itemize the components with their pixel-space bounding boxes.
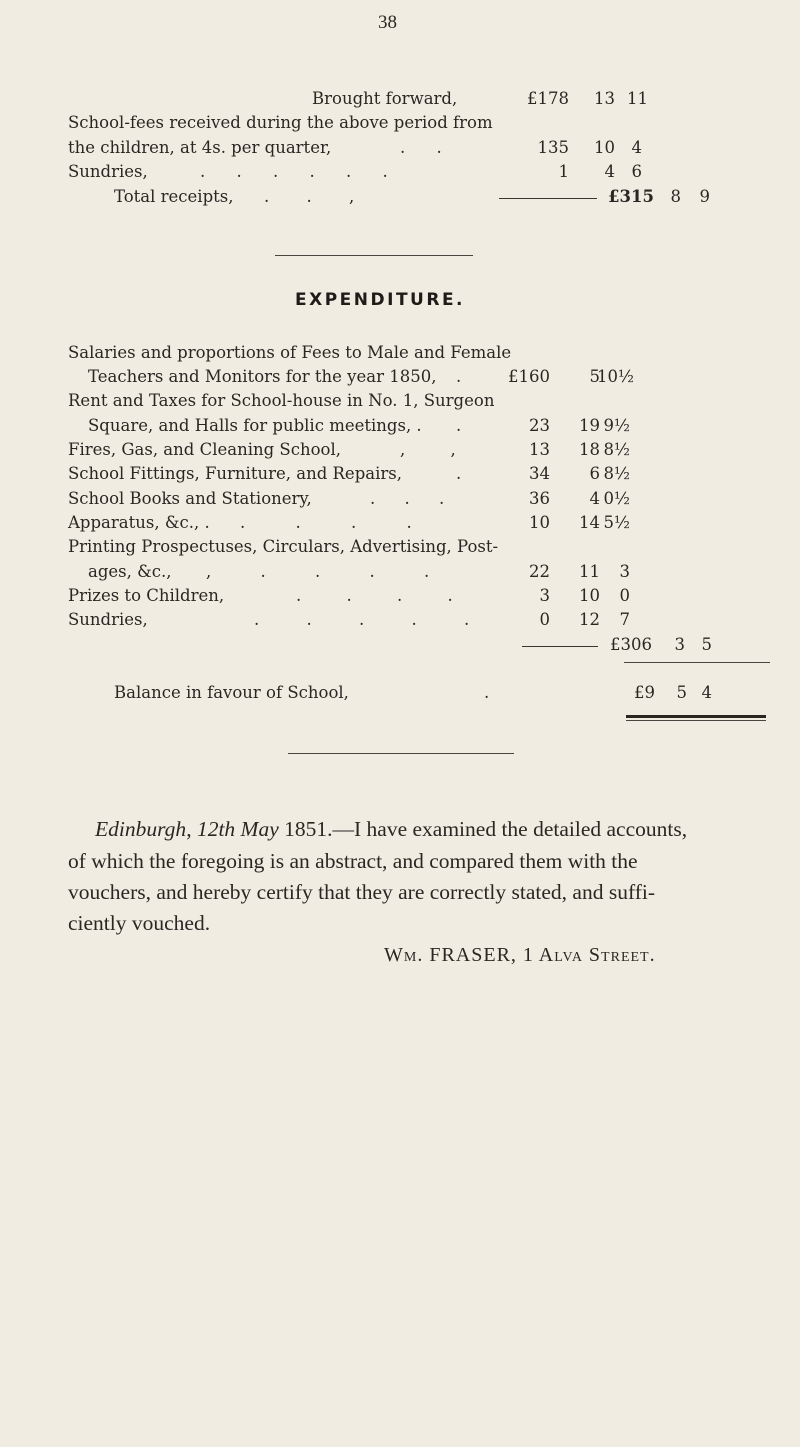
expenditure-item-pence: 0½	[603, 489, 630, 508]
expenditure-total-pence: 5	[701, 635, 712, 654]
expenditure-item-pence: 5½	[603, 513, 630, 532]
expenditure-item-dots: .	[456, 367, 462, 386]
expenditure-item-dots: . . . . .	[254, 610, 470, 629]
school-fees-label-line2: the children, at 4s. per quarter,	[68, 138, 332, 157]
brought-forward-pounds: £178	[527, 89, 569, 108]
expenditure-item-line1: Salaries and proportions of Fees to Male and Female	[68, 343, 512, 362]
expenditure-item-pounds: 34	[529, 464, 550, 483]
balance-dots: .	[484, 683, 490, 702]
expenditure-item-pence: 8½	[603, 440, 630, 459]
school-fees-label-line1: School-fees received during the above period from	[68, 113, 493, 132]
expenditure-item-shillings: 19	[579, 416, 600, 435]
sundries-pence: 6	[631, 162, 642, 181]
expenditure-item-line2: Teachers and Monitors for the year 1850,	[88, 367, 437, 386]
expenditure-item-line2: Square, and Halls for public meetings, .	[88, 416, 422, 435]
total-receipts-shillings: 8	[670, 187, 681, 206]
expenditure-total-shillings: 3	[674, 635, 685, 654]
expenditure-item-pounds: 3	[539, 586, 550, 605]
expenditure-item-dots: .	[456, 464, 462, 483]
balance-double-rule	[626, 715, 766, 718]
school-fees-shillings: 10	[594, 138, 615, 157]
expenditure-total-pounds: £306	[610, 635, 652, 654]
expenditure-item-line1: Fires, Gas, and Cleaning School,	[68, 440, 341, 459]
total-receipts-dots: . . ,	[264, 187, 355, 206]
page-number: 38	[378, 12, 397, 33]
expenditure-item-dots: , . . . .	[206, 562, 430, 581]
expenditure-item-shillings: 11	[579, 562, 600, 581]
expenditure-item-shillings: 18	[579, 440, 600, 459]
certificate-place: Edinburgh	[95, 817, 187, 841]
total-receipts-label: Total receipts,	[114, 187, 234, 206]
balance-label: Balance in favour of School,	[114, 683, 349, 702]
expenditure-item-line1: Rent and Taxes for School-house in No. 1, Surgeon	[68, 391, 495, 410]
balance-double-rule-lower	[626, 720, 766, 721]
certificate-signatory: Wm. FRASER, 1 Alva Street.	[384, 944, 656, 966]
expenditure-item-pounds: 23	[529, 416, 550, 435]
school-fees-pence: 4	[631, 138, 642, 157]
expenditure-item-pounds: £160	[508, 367, 550, 386]
total-receipts-pence: 9	[699, 187, 710, 206]
expenditure-item-pounds: 22	[529, 562, 550, 581]
expenditure-item-line1: School Fittings, Furniture, and Repairs,	[68, 464, 402, 483]
expenditure-item-shillings: 6	[589, 464, 600, 483]
balance-shillings: 5	[676, 683, 687, 702]
brought-forward-shillings: 13	[594, 89, 615, 108]
sundries-label: Sundries,	[68, 162, 148, 181]
brought-forward-label: Brought forward,	[312, 89, 458, 108]
expenditure-item-line1: Prizes to Children,	[68, 586, 225, 605]
balance-pounds: £9	[634, 683, 655, 702]
expenditure-item-shillings: 12	[579, 610, 600, 629]
expenditure-item-dots: .	[456, 416, 462, 435]
total-receipts-pounds: £315	[608, 187, 654, 206]
expenditure-item-dots: . . . .	[240, 513, 412, 532]
certificate-divider	[288, 753, 514, 754]
expenditure-item-shillings: 14	[579, 513, 600, 532]
expenditure-heading: EXPENDITURE.	[295, 290, 466, 310]
section-divider	[275, 255, 473, 256]
certificate-line4: ciently vouched.	[68, 911, 211, 935]
balance-pence: 4	[701, 683, 712, 702]
certificate-line1-text: 1851.—I have examined the detailed accounts,	[278, 817, 688, 841]
expenditure-item-pence: 3	[619, 562, 630, 581]
sundries-dots: . . . . . .	[200, 162, 388, 181]
expenditure-item-line1: Printing Prospectuses, Circulars, Advertising, Post-	[68, 537, 499, 556]
balance-divider	[624, 662, 770, 663]
expenditure-item-pence: 9½	[603, 416, 630, 435]
expenditure-item-line1: Apparatus, &c., .	[68, 513, 210, 532]
sundries-shillings: 4	[604, 162, 615, 181]
certificate-line1: Edinburgh, 12th May 1851.—I have examined the detailed accounts,	[95, 817, 688, 841]
certificate-date: 12th May	[196, 817, 279, 841]
expenditure-item-dots: . . . .	[296, 586, 453, 605]
expenditure-item-line1: School Books and Stationery,	[68, 489, 312, 508]
expenditure-item-pounds: 13	[529, 440, 550, 459]
school-fees-pounds: 135	[537, 138, 569, 157]
total-receipts-dash	[499, 198, 597, 199]
expenditure-item-pence: 0	[619, 586, 630, 605]
expenditure-item-shillings: 4	[589, 489, 600, 508]
sundries-pounds: 1	[558, 162, 569, 181]
expenditure-item-pounds: 0	[539, 610, 550, 629]
expenditure-item-shillings: 5	[589, 367, 600, 386]
expenditure-item-shillings: 10	[579, 586, 600, 605]
expenditure-item-dots: , ,	[400, 440, 456, 459]
expenditure-item-pence: 8½	[603, 464, 630, 483]
expenditure-item-pounds: 36	[529, 489, 550, 508]
expenditure-item-pence: 7	[619, 610, 630, 629]
school-fees-dots: . .	[400, 138, 442, 157]
certificate-line2: of which the foregoing is an abstract, and compared them with the	[68, 849, 638, 873]
expenditure-item-line2: ages, &c.,	[88, 562, 172, 581]
expenditure-total-dash	[522, 646, 598, 647]
expenditure-item-pence: 10½	[597, 367, 634, 386]
expenditure-item-dots: . . .	[370, 489, 445, 508]
expenditure-item-pounds: 10	[529, 513, 550, 532]
certificate-line3: vouchers, and hereby certify that they are correctly stated, and suffi-	[68, 880, 656, 904]
expenditure-item-line1: Sundries,	[68, 610, 148, 629]
brought-forward-pence: 11	[627, 89, 648, 108]
